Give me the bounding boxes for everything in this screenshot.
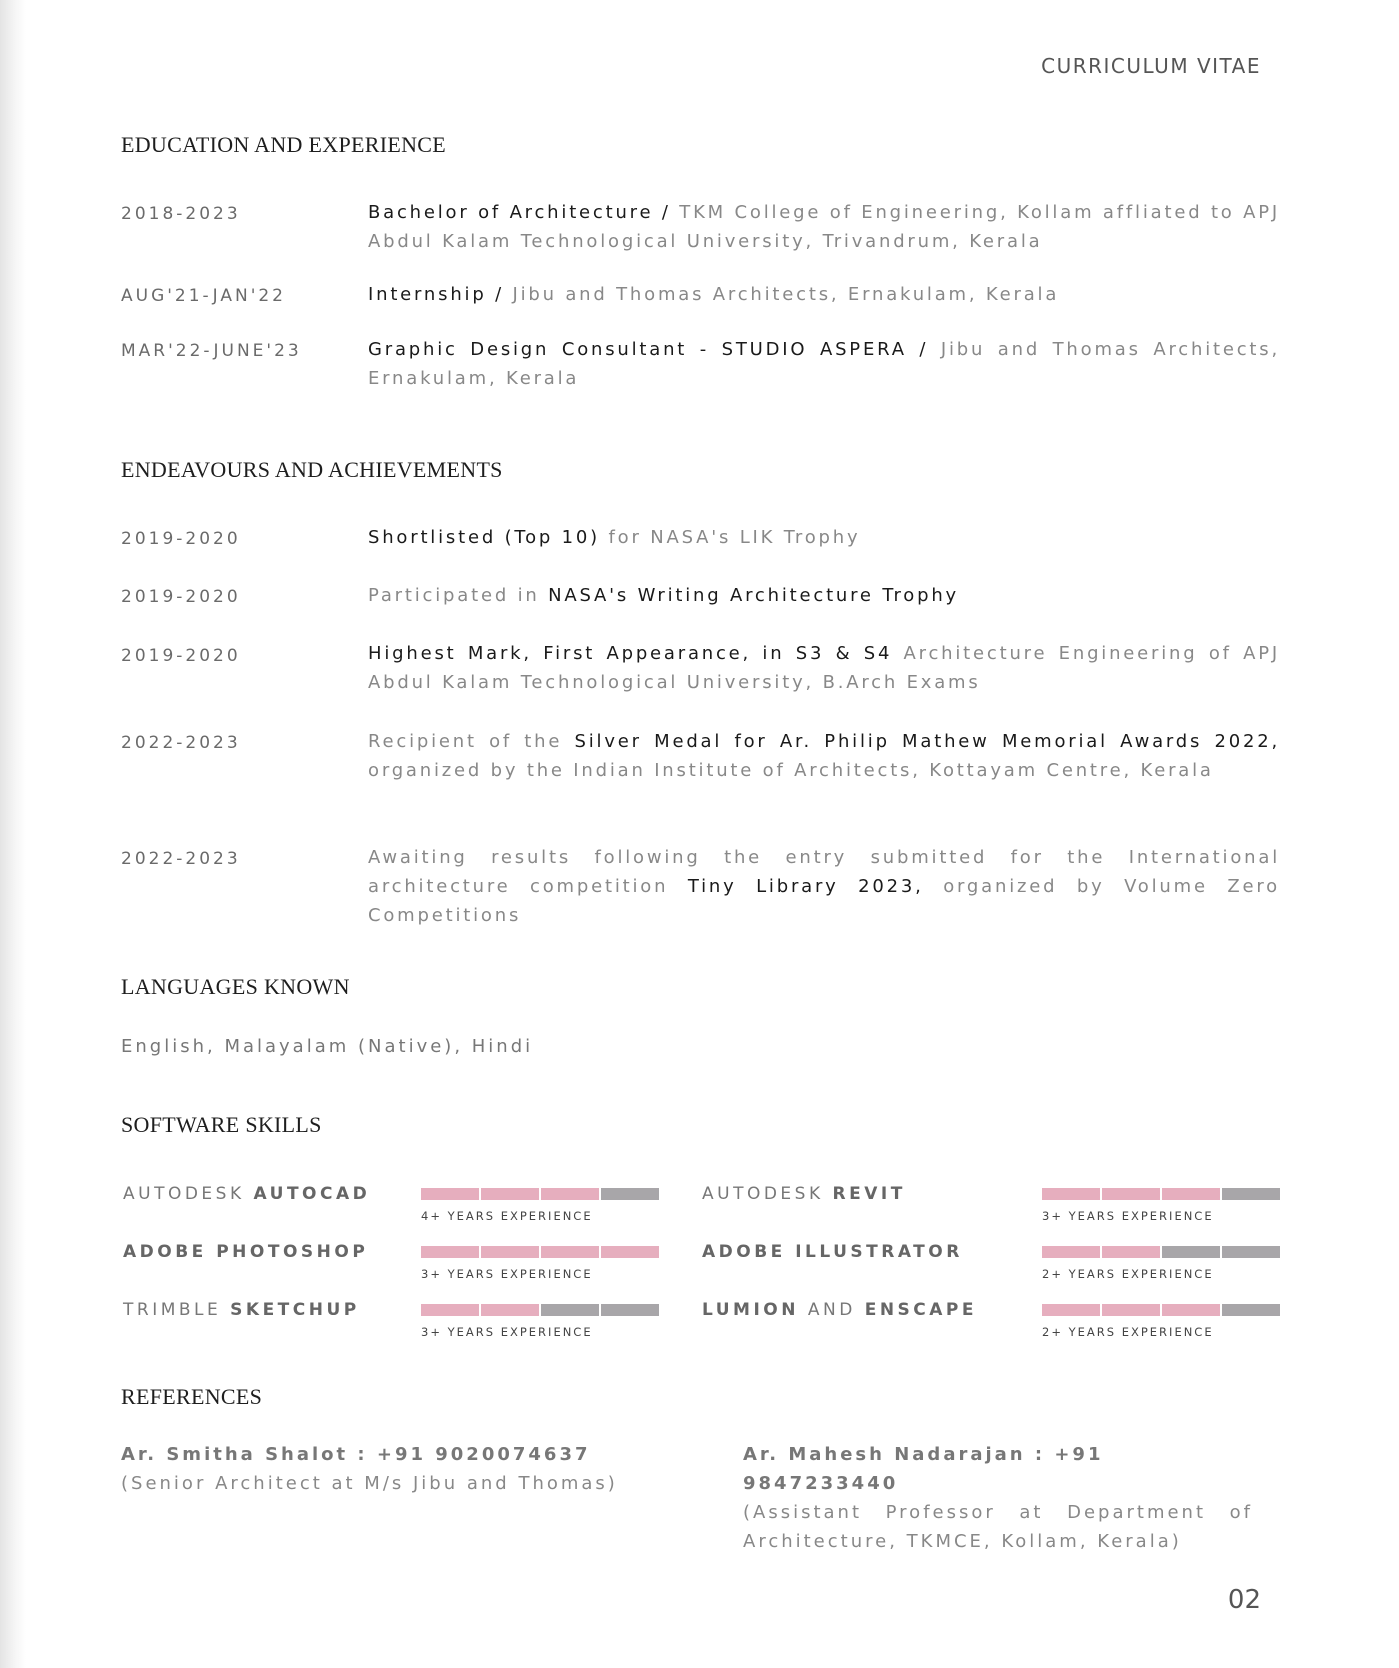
- skill-level-segment: [541, 1304, 599, 1316]
- entry-strong: Silver Medal for Ar. Philip Mathew Memorial Awards 2022,: [574, 731, 1280, 752]
- skill-connector: AND: [798, 1300, 865, 1320]
- skill-level-segment: [421, 1188, 479, 1200]
- skill-level-bar: [1042, 1188, 1280, 1200]
- skill-level-segment: [1042, 1188, 1100, 1200]
- skill-level-segment: [601, 1246, 659, 1258]
- skill-product: SKETCHUP: [230, 1300, 360, 1320]
- education-entry: [368, 335, 1280, 393]
- skill-product: ENSCAPE: [864, 1300, 977, 1320]
- skill-label: [702, 1242, 963, 1262]
- entry-text: Recipient of the: [368, 731, 575, 752]
- skill-level-segment: [1162, 1304, 1220, 1316]
- skill-experience: 3+ YEARS EXPERIENCE: [1042, 1209, 1214, 1223]
- skill-level-segment: [541, 1246, 599, 1258]
- section-heading-languages: LANGUAGES KNOWN: [121, 974, 350, 999]
- reference-name: Ar. Smitha Shalot : +91 9020074637: [121, 1444, 591, 1465]
- skill-level-segment: [1042, 1304, 1100, 1316]
- skill-level-segment: [481, 1188, 539, 1200]
- entry-text: Participated in: [368, 585, 549, 606]
- skill-label: [702, 1300, 977, 1320]
- skill-product: ADOBE PHOTOSHOP: [123, 1242, 369, 1262]
- skill-label: [123, 1242, 368, 1262]
- entry-text: Jibu and Thomas Architects, Ernakulam, Kerala: [503, 284, 1060, 305]
- achievement-year: 2019-2020: [121, 646, 241, 666]
- skill-level-segment: [1222, 1188, 1280, 1200]
- reference-name: Ar. Mahesh Nadarajan : +91 9847233440: [743, 1444, 1104, 1494]
- entry-strong: Internship /: [368, 284, 504, 305]
- skill-label: [123, 1184, 370, 1204]
- achievement-entry: [368, 843, 1280, 930]
- entry-text: for NASA's LIK Trophy: [600, 527, 861, 548]
- skill-experience: 2+ YEARS EXPERIENCE: [1042, 1325, 1214, 1339]
- skill-level-segment: [481, 1246, 539, 1258]
- skill-level-segment: [421, 1246, 479, 1258]
- entry-text: organized by the Indian Institute of Architects, Kottayam Centre, Kerala: [368, 760, 1214, 781]
- section-heading-achievements: ENDEAVOURS AND ACHIEVEMENTS: [121, 457, 503, 482]
- skill-label: [123, 1300, 360, 1320]
- languages-list: English, Malayalam (Native), Hindi: [121, 1036, 534, 1057]
- reference-item: [121, 1440, 681, 1498]
- skill-vendor: AUTODESK: [123, 1184, 254, 1204]
- education-year: MAR'22-JUNE'23: [121, 341, 302, 361]
- skill-level-segment: [1102, 1246, 1160, 1258]
- skill-level-segment: [421, 1304, 479, 1316]
- skill-product: LUMION: [702, 1300, 799, 1320]
- skill-product: REVIT: [832, 1184, 906, 1204]
- entry-strong: Highest Mark, First Appearance, in S3 & S4: [368, 643, 893, 664]
- achievement-entry: [368, 639, 1280, 697]
- reference-description: (Assistant Professor at Department of Architecture, TKMCE, Kollam, Kerala): [743, 1502, 1253, 1552]
- entry-text: TKM College of Engineering, Kollam affliated to APJ Abdul Kalam Technological University, Trivandrum, Kerala: [368, 202, 1281, 252]
- section-heading-software: SOFTWARE SKILLS: [121, 1112, 322, 1137]
- education-entry: [368, 280, 1280, 309]
- entry-text: Jibu and Thomas Architects, Ernakulam, Kerala: [368, 339, 1280, 389]
- education-year: 2018-2023: [121, 204, 241, 224]
- skill-experience: 4+ YEARS EXPERIENCE: [421, 1209, 593, 1223]
- skill-level-bar: [421, 1304, 659, 1316]
- skill-level-segment: [481, 1304, 539, 1316]
- entry-strong: Graphic Design Consultant - STUDIO ASPERA /: [368, 339, 929, 360]
- entry-strong: Tiny Library 2023,: [687, 876, 924, 897]
- skill-level-segment: [601, 1304, 659, 1316]
- skill-level-segment: [1102, 1304, 1160, 1316]
- skill-level-segment: [1042, 1246, 1100, 1258]
- skill-level-bar: [1042, 1246, 1280, 1258]
- skill-experience: 2+ YEARS EXPERIENCE: [1042, 1267, 1214, 1281]
- skill-level-bar: [421, 1246, 659, 1258]
- page-number: 02: [1227, 1585, 1261, 1615]
- skill-experience: 3+ YEARS EXPERIENCE: [421, 1267, 593, 1281]
- skill-product: AUTOCAD: [253, 1184, 371, 1204]
- skill-level-segment: [1162, 1246, 1220, 1258]
- entry-text: Architecture Engineering of APJ Abdul Kalam Technological University, B.Arch Exams: [368, 643, 1280, 693]
- skill-level-segment: [1102, 1188, 1160, 1200]
- reference-item: [743, 1440, 1253, 1556]
- education-entry: [368, 198, 1280, 256]
- entry-strong: NASA's Writing Architecture Trophy: [548, 585, 959, 606]
- achievement-year: 2019-2020: [121, 529, 241, 549]
- skill-level-bar: [421, 1188, 659, 1200]
- page-edge-shadow: [0, 0, 26, 1668]
- entry-text: organized by Volume Zero Competitions: [368, 876, 1280, 926]
- skill-level-bar: [1042, 1304, 1280, 1316]
- skill-product: ADOBE ILLUSTRATOR: [702, 1242, 963, 1262]
- achievement-entry: [368, 727, 1280, 785]
- skill-experience: 3+ YEARS EXPERIENCE: [421, 1325, 593, 1339]
- skill-label: [702, 1184, 906, 1204]
- skill-level-segment: [1222, 1246, 1280, 1258]
- education-year: AUG'21-JAN'22: [121, 286, 286, 306]
- skill-level-segment: [601, 1188, 659, 1200]
- achievement-year: 2022-2023: [121, 849, 241, 869]
- skill-level-segment: [541, 1188, 599, 1200]
- reference-description: (Senior Architect at M/s Jibu and Thomas): [121, 1473, 618, 1494]
- achievement-year: 2022-2023: [121, 733, 241, 753]
- achievement-entry: [368, 581, 1280, 610]
- achievement-entry: [368, 523, 1280, 552]
- skill-vendor: TRIMBLE: [123, 1300, 231, 1320]
- skill-level-segment: [1162, 1188, 1220, 1200]
- skill-level-segment: [1222, 1304, 1280, 1316]
- section-heading-references: REFERENCES: [121, 1384, 263, 1409]
- document-title: CURRICULUM VITAE: [1041, 54, 1261, 78]
- entry-strong: Shortlisted (Top 10): [368, 527, 601, 548]
- skill-vendor: AUTODESK: [702, 1184, 833, 1204]
- achievement-year: 2019-2020: [121, 587, 241, 607]
- entry-text: Awaiting results following the entry submitted for the International architecture competition: [368, 847, 1280, 897]
- entry-strong: Bachelor of Architecture /: [368, 202, 671, 223]
- section-heading-education: EDUCATION AND EXPERIENCE: [121, 132, 446, 157]
